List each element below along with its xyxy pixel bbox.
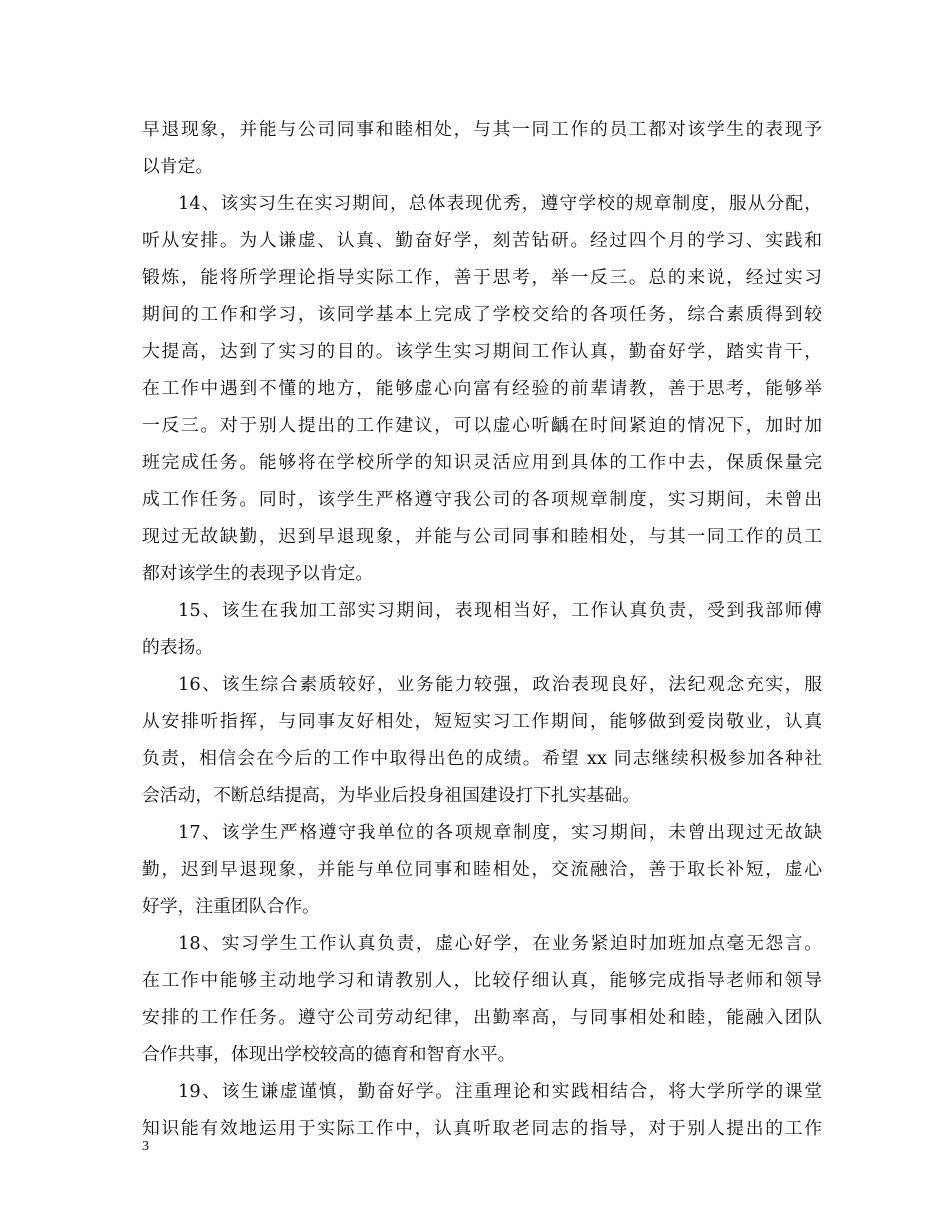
text-line: 负责，相信会在今后的工作中取得出色的成绩。希望 xx 同志继续积极参加各种社: [142, 748, 822, 769]
paragraph: [142, 111, 822, 185]
text-line: 成工作任务。同时，该学生严格遵守我公司的各项规章制度，实习期间，未曾出: [142, 489, 822, 510]
text-line: 听从安排。为人谦虚、认真、勤奋好学，刻苦钻研。经过四个月的学习、实践和: [142, 230, 822, 251]
paragraph: [142, 925, 822, 1073]
text-line: 在工作中遇到不懂的地方，能够虚心向富有经验的前辈请教，善于思考，能够举: [142, 378, 822, 399]
paragraph: [142, 666, 822, 814]
text-line: 现过无故缺勤，迟到早退现象，并能与公司同事和睦相处，与其一同工作的员工: [142, 526, 822, 547]
document-body: [142, 111, 822, 1147]
text-line: 14、该实习生在实习期间，总体表现优秀，遵守学校的规章制度，服从分配，: [178, 193, 822, 214]
text-line: 以肯定。: [142, 156, 214, 177]
text-line: 勤，迟到早退现象，并能与单位同事和睦相处，交流融洽，善于取长补短，虚心: [142, 859, 822, 880]
paragraph: [142, 185, 822, 592]
text-line: 合作共事，体现出学校较高的德育和智育水平。: [142, 1044, 516, 1065]
paragraph: [142, 814, 822, 925]
page-number: 3: [142, 1139, 149, 1154]
text-line: 锻炼，能将所学理论指导实际工作，善于思考，举一反三。总的来说，经过实习: [142, 267, 822, 288]
text-line: 16、该生综合素质较好，业务能力较强，政治表现良好，法纪观念充实，服: [178, 674, 822, 695]
text-line: 从安排听指挥，与同事友好相处，短短实习工作期间，能够做到爱岗敬业，认真: [142, 711, 822, 732]
paragraph: [142, 592, 822, 666]
text-line: 早退现象，并能与公司同事和睦相处，与其一同工作的员工都对该学生的表现予: [142, 119, 822, 140]
text-line: 18、实习学生工作认真负责，虚心好学，在业务紧迫时加班加点毫无怨言。: [178, 933, 822, 954]
text-line: 期间的工作和学习，该同学基本上完成了学校交给的各项任务，综合素质得到较: [142, 304, 822, 325]
text-line: 大提高，达到了实习的目的。该学生实习期间工作认真，勤奋好学，踏实肯干，: [142, 341, 822, 362]
text-line: 知识能有效地运用于实际工作中，认真听取老同志的指导，对于别人提出的工作: [142, 1118, 822, 1139]
text-line: 一反三。对于别人提出的工作建议，可以虚心听齲在时间紧迫的情况下，加时加: [142, 415, 822, 436]
text-line: 班完成任务。能够将在学校所学的知识灵活应用到具体的工作中去，保质保量完: [142, 452, 822, 473]
text-line: 的表扬。: [142, 637, 214, 658]
paragraph: [142, 1073, 822, 1147]
text-line: 17、该学生严格遵守我单位的各项规章制度，实习期间，未曾出现过无故缺: [178, 822, 822, 843]
text-line: 15、该生在我加工部实习期间，表现相当好，工作认真负责，受到我部师傅: [178, 600, 822, 621]
text-line: 都对该学生的表现予以肯定。: [142, 563, 374, 584]
text-line: 在工作中能够主动地学习和请教别人，比较仔细认真，能够完成指导老师和领导: [142, 970, 822, 991]
text-line: 安排的工作任务。遵守公司劳动纪律，出勤率高，与同事相处和睦，能融入团队: [142, 1007, 822, 1028]
text-line: 好学，注重团队合作。: [142, 896, 320, 917]
text-line: 19、该生谦虚谨慎，勤奋好学。注重理论和实践相结合，将大学所学的课堂: [178, 1081, 822, 1102]
text-line: 会活动，不断总结提高，为毕业后投身祖国建设打下扎实基础。: [142, 785, 640, 806]
